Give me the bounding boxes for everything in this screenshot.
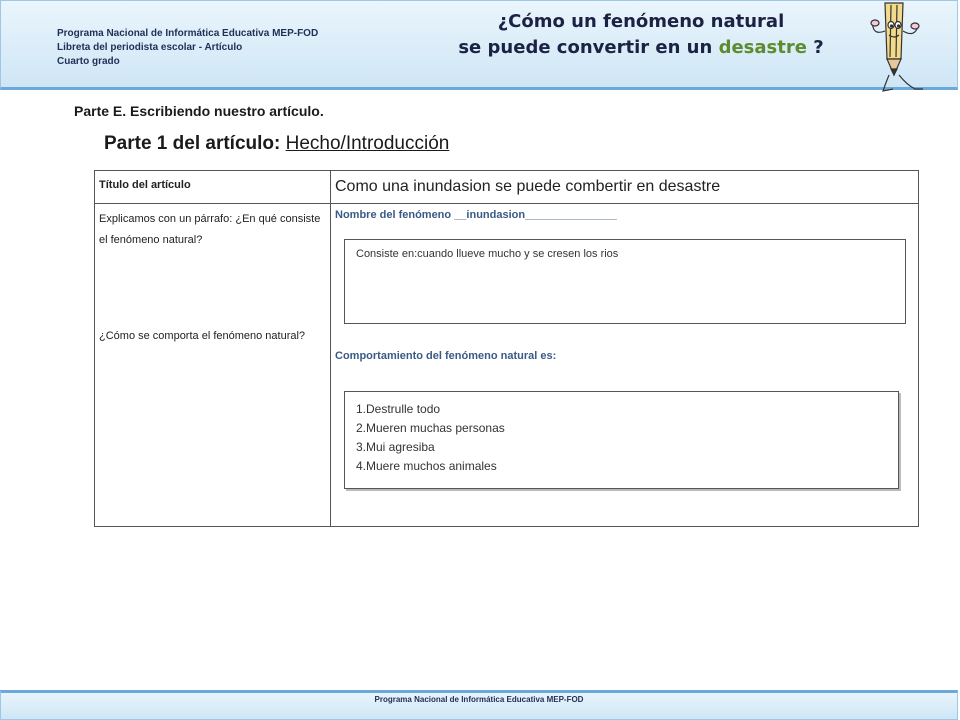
consiste-text: Consiste en:cuando llueve mucho y se cresen los rios bbox=[356, 248, 619, 260]
part-title-underlined: Hecho/Introducción bbox=[285, 133, 450, 154]
title-line-2-pre: se puede convertir en un bbox=[458, 37, 719, 58]
article-title-value[interactable]: Como una inundasion se puede combertir en desastre bbox=[335, 178, 721, 195]
consiste-textbox[interactable] bbox=[344, 239, 906, 324]
column-divider bbox=[330, 171, 331, 526]
behavior-textbox[interactable] bbox=[344, 391, 899, 489]
header-line-grade: Cuarto grado bbox=[57, 56, 120, 67]
title-accent-word: desastre bbox=[718, 37, 807, 58]
footer-banner bbox=[0, 690, 958, 720]
section-title: Parte E. Escribiendo nuestro artículo. bbox=[74, 103, 324, 119]
row-divider bbox=[95, 203, 918, 204]
title-line-2 bbox=[431, 35, 851, 61]
list-item: 1.Destrulle todo bbox=[356, 402, 441, 416]
article-table bbox=[94, 170, 919, 527]
title-line-2-post: ? bbox=[806, 37, 824, 58]
footer-text: Programa Nacional de Informática Educativa MEP-FOD bbox=[374, 695, 584, 704]
question-behavior: ¿Cómo se comporta el fenómeno natural? bbox=[99, 330, 306, 342]
header-banner bbox=[0, 0, 958, 90]
part-title-bold: Parte 1 del artículo: bbox=[104, 133, 281, 154]
phenomenon-name-field[interactable]: Nombre del fenómeno __inundasion_______________ bbox=[335, 209, 617, 221]
header-line-notebook: Libreta del periodista escolar - Artículo bbox=[57, 42, 243, 53]
title-line-1: ¿Cómo un fenómeno natural bbox=[497, 11, 785, 32]
header-line-program: Programa Nacional de Informática Educativa MEP-FOD bbox=[57, 28, 319, 39]
header-info bbox=[57, 27, 318, 69]
pencil-mascot-icon bbox=[863, 1, 933, 93]
list-item: 4.Muere muchos animales bbox=[356, 459, 497, 473]
behavior-label: Comportamiento del fenómeno natural es: bbox=[335, 350, 557, 362]
list-item: 3.Mui agresiba bbox=[356, 440, 435, 454]
behavior-list bbox=[356, 400, 505, 476]
part-title bbox=[104, 133, 449, 155]
page-title bbox=[431, 9, 851, 61]
list-item: 2.Mueren muchas personas bbox=[356, 421, 505, 435]
title-label: Título del artículo bbox=[99, 179, 191, 191]
question-what-is: Explicamos con un párrafo: ¿En qué consiste el fenómeno natural? bbox=[99, 213, 321, 246]
